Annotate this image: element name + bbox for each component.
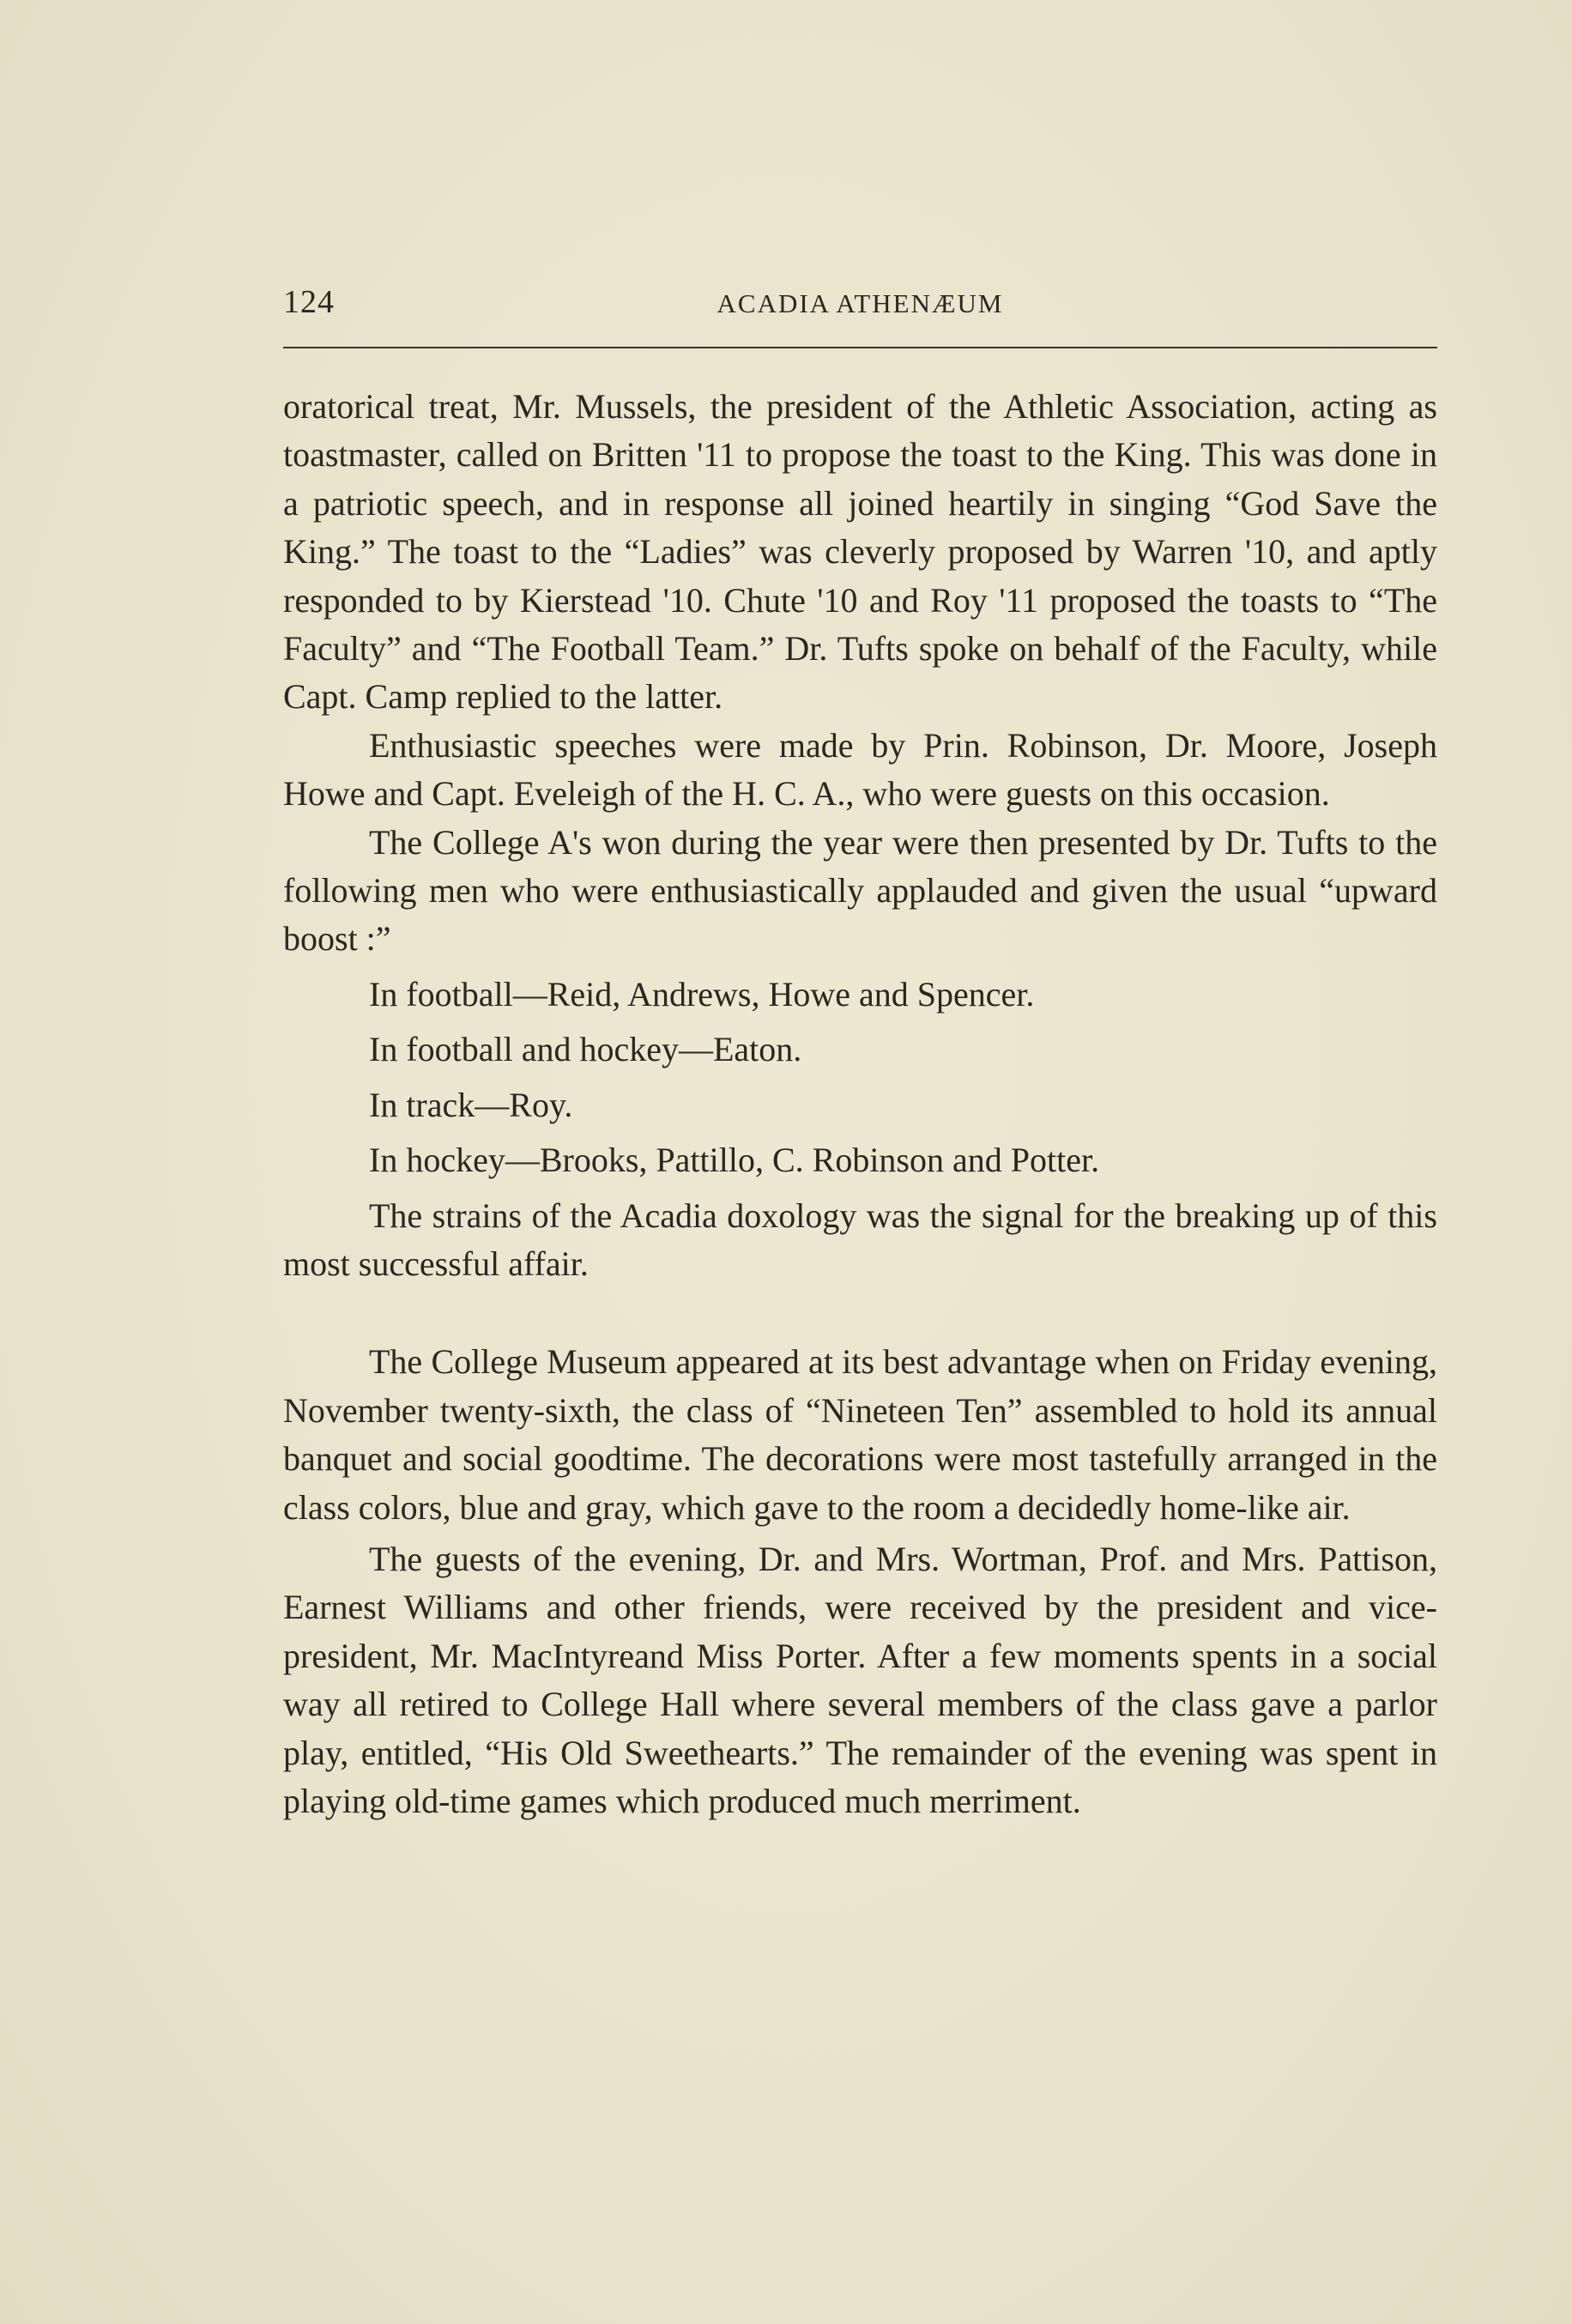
paragraph-doxology: The strains of the Acadia doxology was the signal for the breaking up of this most successful affair. [283,1195,1437,1283]
paragraph-toasts: oratorical treat, Mr. Mussels, the president of the Athletic Association, acting as toastmaster, called on Britten '11 to propose the toast to the King. This was done in a patriotic speech, and in response all joined heartily in singing “God Save the King.” The toast to the “Ladies” was cleverly proposed by Warren '10, and aptly responded to by Kierstead '10. Chute '10 and Roy '11 proposed the toasts to “The Faculty” and “The Football Team.” Dr. Tufts spoke on behalf of the Faculty, while Capt. Camp replied to the latter. [283,387,1437,717]
paragraph-speeches: Enthusiastic speeches were made by Prin. Robinson, Dr. Moore, Joseph Howe and Capt. Eveleigh of the H. C. A., who were guests on this occasion. [283,725,1437,814]
header-rule [283,347,1437,348]
award-football-hockey: In football and hockey—Eaton. [369,1030,802,1069]
award-football: In football—Reid, Andrews, Howe and Spencer. [369,974,1035,1014]
paragraph-college-as: The College A's won during the year were then presented by Dr. Tufts to the following men who were enthusiastically applauded and given the usual “upward boost :” [283,822,1437,959]
article-body [283,383,1437,1825]
page-number: 124 [283,284,335,320]
paragraph-guests: The guests of the evening, Dr. and Mrs. Wortman, Prof. and Mrs. Pattison, Earnest Williams and other friends, were received by the president and vice-president, Mr. MacIntyreand Miss Porter. After a few moments spents in a social way all retired to College Hall where several members of the class gave a parlor play, entitled, “His Old Sweethearts.” The remainder of the evening was spent in playing old-time games which produced much merriment. [283,1539,1437,1820]
running-head: ACADIA ATHENÆUM [716,288,1004,318]
award-track: In track—Roy. [369,1085,573,1124]
award-hockey: In hockey—Brooks, Pattillo, C. Robinson and Potter. [369,1141,1100,1180]
paragraph-museum: The College Museum appeared at its best advantage when on Friday evening, November twenty-sixth, the class of “Nineteen Ten” assembled to hold its annual banquet and social goodtime. The decorations were most tastefully arranged in the class colors, blue and gray, which gave to the room a decidedly home-like air. [283,1342,1437,1527]
page-header [283,283,1437,326]
